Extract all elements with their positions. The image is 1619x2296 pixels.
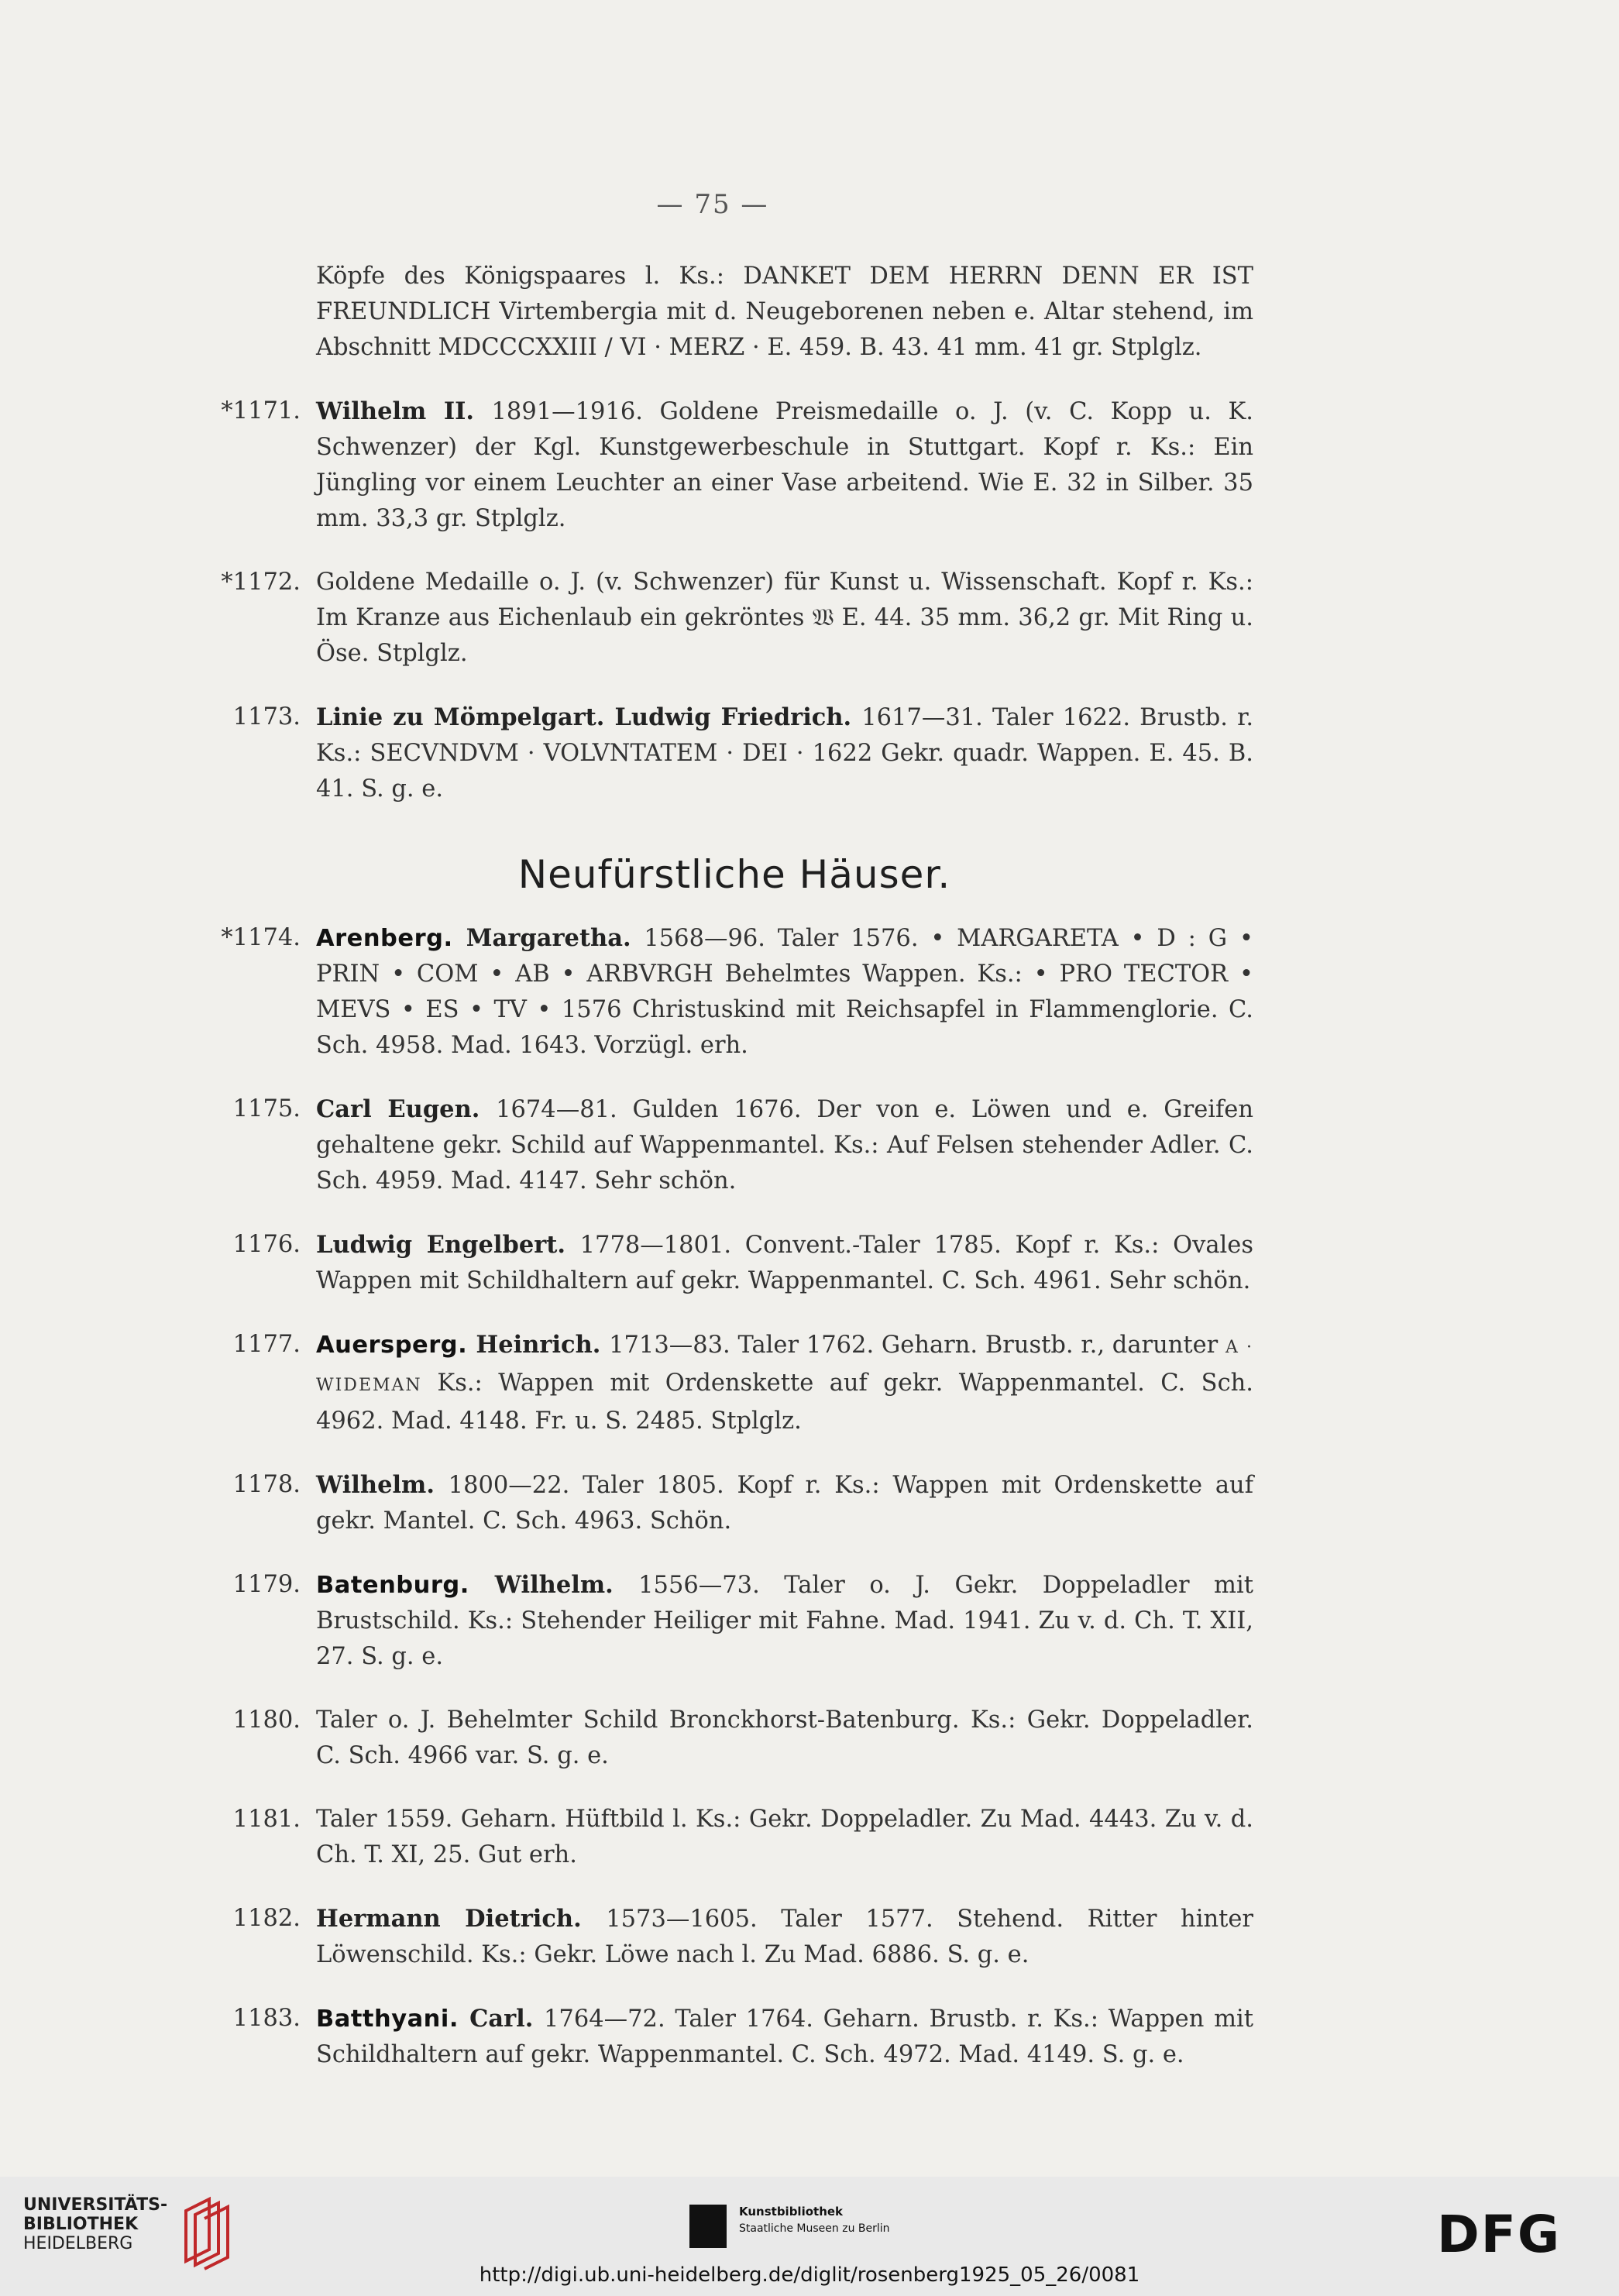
- catalog-entry: [169, 920, 1253, 1064]
- entry-lead: Linie zu Mömpelgart. Ludwig Friedrich.: [316, 703, 862, 731]
- ub-heidelberg-logo[interactable]: [23, 2195, 240, 2273]
- entry-text: Taler 1559. Geharn. Hüftbild l. Ks.: Gekr. Doppeladler. Zu Mad. 4443. Zu v. d. Ch. T. XI, 25. Gut erh.: [316, 1806, 1253, 1868]
- entry-text: 1764—72. Taler 1764. Geharn. Brustb. r. Ks.: Wappen mit Schildhaltern auf gekr. Wappenmantel. C. Sch. 4972. Mad. 4149. S. g. e.: [316, 2006, 1253, 2068]
- kb-square-icon: [689, 2205, 727, 2248]
- entry-text-after: Ks.: Wappen mit Ordenskette auf gekr. Wappenmantel. C. Sch. 4962. Mad. 4148. Fr. u. S. 2485. Stplglz.: [316, 1370, 1253, 1435]
- dfg-logo[interactable]: DFG: [1437, 2205, 1562, 2264]
- entry-ruler: Hermann Dietrich.: [316, 1905, 607, 1933]
- entry-number: *1171.: [221, 397, 301, 424]
- catalog-entry: [169, 1327, 1253, 1439]
- entry-number: 1173.: [232, 703, 301, 730]
- catalog-entry: [169, 394, 1253, 537]
- catalog-entry-continuation: [169, 259, 1253, 366]
- entry-text: Taler o. J. Behelmter Schild Bronckhorst-Batenburg. Ks.: Gekr. Doppeladler. C. Sch. 4966 var. S. g. e.: [316, 1707, 1253, 1769]
- catalog-entry: [169, 1567, 1253, 1675]
- entry-lead: Wilhelm II.: [316, 397, 492, 425]
- catalog-entry: [169, 1091, 1253, 1199]
- kb-logo-text: [739, 2203, 890, 2237]
- entry-text: 1568—96. Taler 1576. • MARGARETA • D : G • PRIN • COM • AB • ARBVRGH Behelmtes Wappen. Ks.: • PRO TECTOR • MEVS • ES • TV • 1576 Christuskind mit Reichsapfel in Flammenglorie. C. Sch. 4958. Mad. 1643. Vorzügl. erh.: [316, 925, 1253, 1059]
- catalog-content: [169, 259, 1253, 2073]
- entry-number: 1178.: [232, 1471, 301, 1498]
- entry-ruler: Heinrich.: [476, 1331, 610, 1359]
- catalog-entry: [169, 1467, 1253, 1539]
- ub-line-1: UNIVERSITÄTS-: [23, 2195, 168, 2215]
- entry-number: 1182.: [232, 1905, 301, 1932]
- entry-ruler: Margaretha.: [466, 924, 645, 952]
- entry-text: 1891—1916. Goldene Preismedaille o. J. (v. C. Kopp u. K. Schwenzer) der Kgl. Kunstgewerbeschule in Stuttgart. Kopf r. Ks.: Ein Jüngling vor einem Leuchter an einer Vase arbeitend. Wie E. 32 in Silber. 35 mm. 33,3 gr. Stplglz.: [316, 398, 1253, 532]
- entry-text: Köpfe des Königspaares l. Ks.: DANKET DEM HERRN DENN ER IST FREUNDLICH Virtembergia mit d. Neugeborenen neben e. Altar stehend, im Abschnitt MDCCCXXIII / VI · MERZ · E. 459. B. 43. 41 mm. 41 gr. Stplglz.: [316, 263, 1253, 361]
- entry-number: 1177.: [232, 1331, 301, 1358]
- entry-number: 1176.: [232, 1231, 301, 1258]
- ub-mark-icon: [163, 2195, 240, 2273]
- page-number: — 75 —: [656, 189, 769, 220]
- source-url-link[interactable]: http://digi.ub.uni-heidelberg.de/diglit/rosenberg1925_05_26/0081: [479, 2263, 1140, 2287]
- entry-ruler: Wilhelm.: [494, 1571, 639, 1599]
- section-heading: Neufürstliche Häuser.: [517, 852, 951, 897]
- entry-ruler: Ludwig Engelbert.: [316, 1231, 580, 1259]
- catalog-entry: [169, 565, 1253, 672]
- catalog-entry: [169, 699, 1253, 807]
- catalog-entry: [169, 1703, 1253, 1774]
- catalog-entry: [169, 2001, 1253, 2073]
- entry-smallcaps: A · WIDEMAN: [316, 1338, 1254, 1395]
- ub-line-3: HEIDELBERG: [23, 2234, 133, 2253]
- entry-ruler: Wilhelm.: [316, 1471, 449, 1499]
- entry-number: 1180.: [232, 1707, 301, 1734]
- entry-text: 1713—83. Taler 1762. Geharn. Brustb. r., darunter: [609, 1332, 1219, 1359]
- entry-number: *1174.: [221, 924, 301, 951]
- entry-ruler: Carl.: [469, 2005, 545, 2033]
- entry-text: 1617—31. Taler 1622. Brustb. r. Ks.: SECVNDVM · VOLVNTATEM · DEI · 1622 Gekr. quadr. Wappen. E. 45. B. 41. S. g. e.: [316, 704, 1254, 803]
- entry-house: Batenburg.: [316, 1572, 495, 1599]
- entry-text: 1556—73. Taler o. J. Gekr. Doppeladler mit Brustschild. Ks.: Stehender Heiliger mit Fahne. Mad. 1941. Zu v. d. Ch. T. XII, 27. S. g. e.: [316, 1572, 1253, 1670]
- entry-text: Goldene Medaille o. J. (v. Schwenzer) für Kunst u. Wissenschaft. Kopf r. Ks.: Im Kranze aus Eichenlaub ein gekröntes 𝔚 E. 44. 35 mm. 36,2 gr. Mit Ring u. Öse. Stplglz.: [316, 569, 1253, 667]
- catalog-entry: [169, 1227, 1253, 1299]
- kb-title: Kunstbibliothek: [739, 2205, 844, 2219]
- kb-subtitle: Staatliche Museen zu Berlin: [739, 2222, 890, 2235]
- kunstbibliothek-logo[interactable]: [689, 2200, 937, 2262]
- entry-text: 1674—81. Gulden 1676. Der von e. Löwen und e. Greifen gehaltene gekr. Schild auf Wappenmantel. Ks.: Auf Felsen stehender Adler. C. Sch. 4959. Mad. 4147. Sehr schön.: [316, 1096, 1253, 1194]
- entry-text: 1778—1801. Convent.-Taler 1785. Kopf r. Ks.: Ovales Wappen mit Schildhaltern auf gekr. Wappenmantel. C. Sch. 4961. Sehr schön.: [316, 1232, 1253, 1294]
- entry-number: 1183.: [232, 2005, 301, 2032]
- entry-text: 1800—22. Taler 1805. Kopf r. Ks.: Wappen mit Ordenskette auf gekr. Mantel. C. Sch. 4963. Schön.: [316, 1472, 1253, 1535]
- entry-house: Arenberg.: [316, 925, 466, 952]
- catalog-entry: [169, 1802, 1253, 1873]
- entry-number: 1181.: [232, 1806, 301, 1833]
- entry-house: Batthyani.: [316, 2006, 470, 2033]
- catalog-entry: [169, 1901, 1253, 1973]
- ub-line-2: BIBLIOTHEK: [23, 2215, 139, 2234]
- entry-number: *1172.: [221, 569, 301, 596]
- entry-number: 1175.: [232, 1095, 301, 1122]
- entry-text: 1573—1605. Taler 1577. Stehend. Ritter hinter Löwenschild. Ks.: Gekr. Löwe nach l. Zu Mad. 6886. S. g. e.: [316, 1906, 1253, 1968]
- entry-house: Auersperg.: [316, 1332, 476, 1359]
- entry-number: 1179.: [232, 1571, 301, 1598]
- entry-ruler: Carl Eugen.: [316, 1095, 497, 1123]
